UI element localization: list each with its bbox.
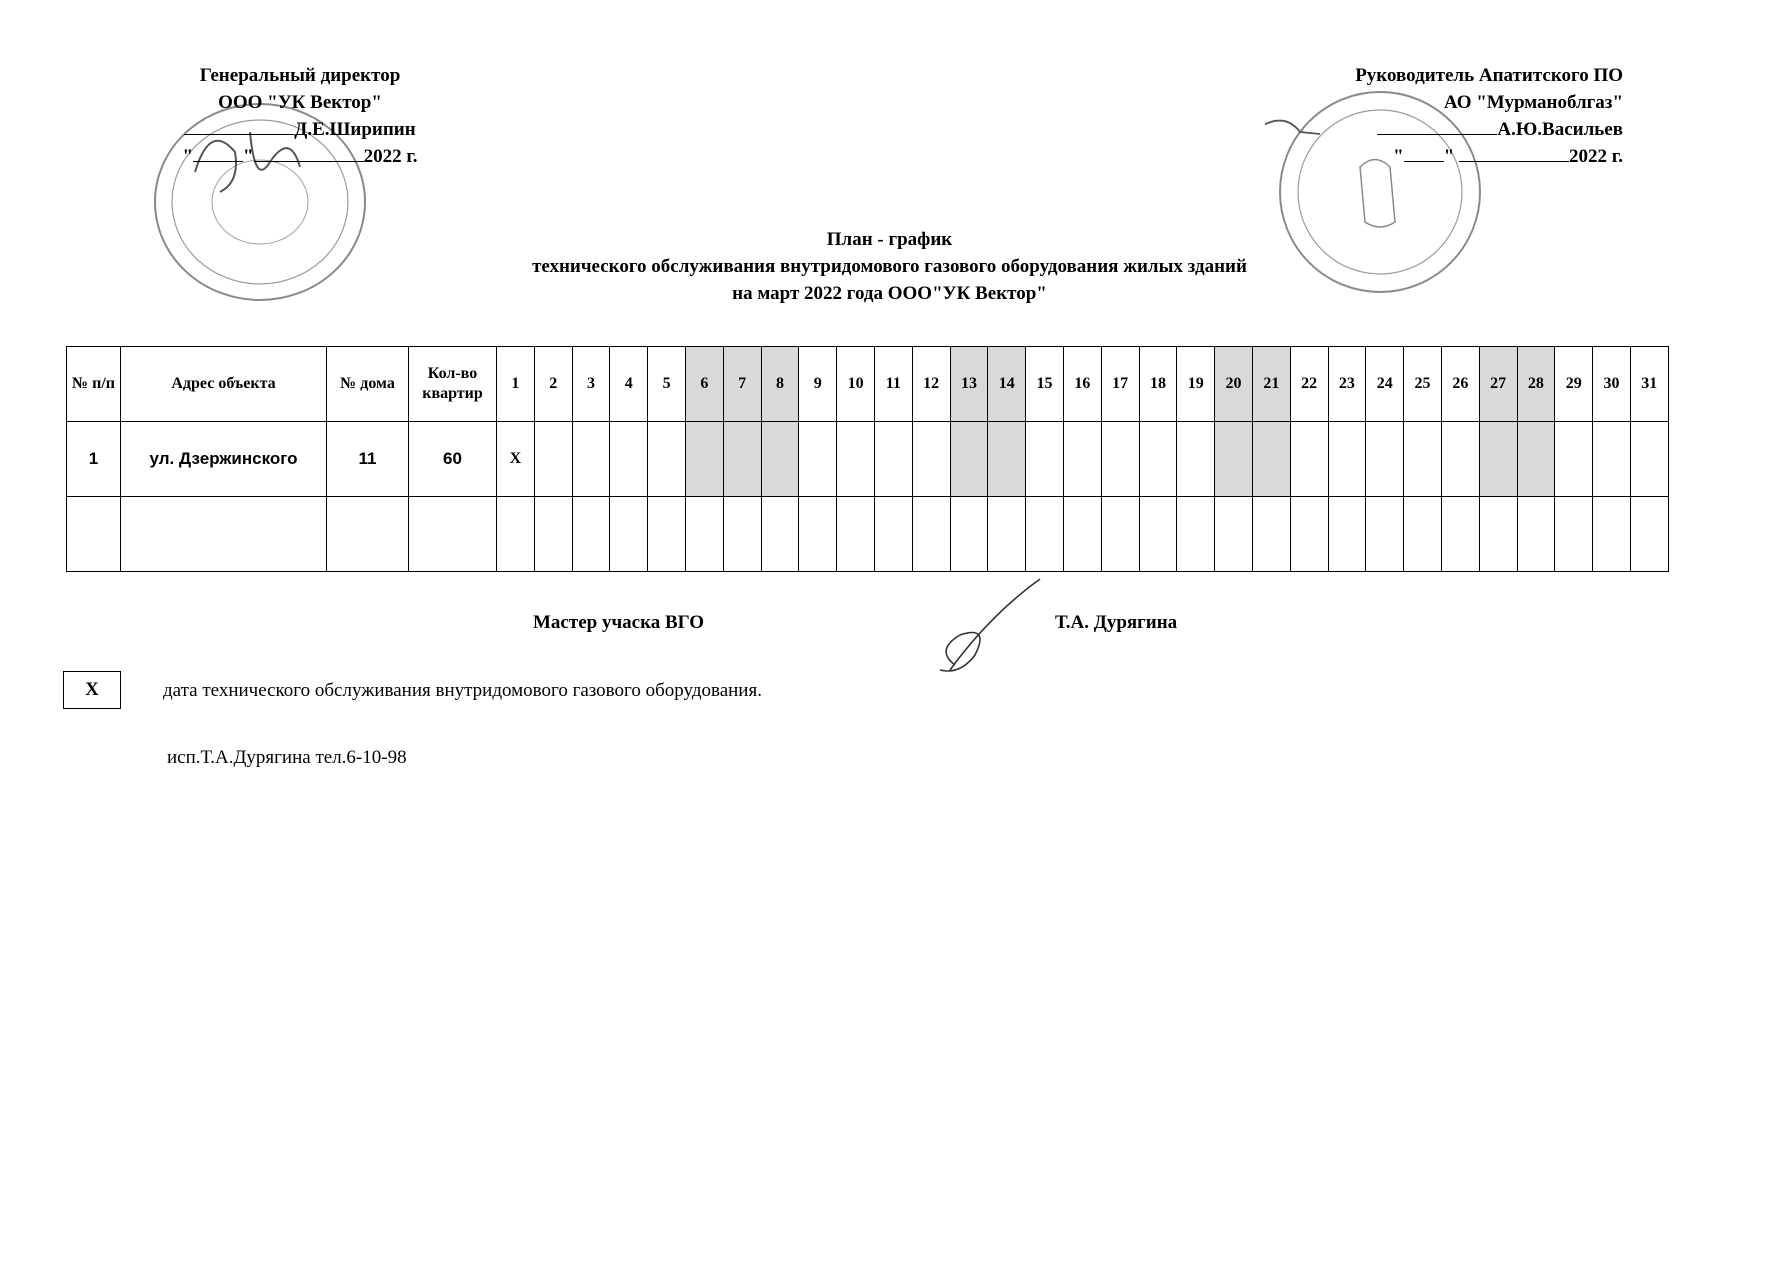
empty-cell [409, 497, 497, 572]
header-day: 26 [1441, 347, 1479, 422]
empty-cell [67, 497, 121, 572]
approval-left-signatory: Д.Е.Ширипин [294, 119, 416, 140]
header-day: 7 [723, 347, 761, 422]
empty-cell [874, 497, 912, 572]
empty-cell [1479, 497, 1517, 572]
header-day: 27 [1479, 347, 1517, 422]
empty-cell [799, 497, 837, 572]
title-line-2: технического обслуживания внутридомового газового оборудования жилых зданий [532, 256, 1247, 277]
day-cell [837, 422, 875, 497]
approval-left [150, 62, 450, 170]
header-day: 23 [1328, 347, 1366, 422]
date-quote-open: " [1393, 146, 1404, 167]
day-cell [1177, 422, 1215, 497]
day-cell [1479, 422, 1517, 497]
day-cell [761, 422, 799, 497]
day-cell [648, 422, 686, 497]
signature-blank [184, 134, 294, 135]
day-cell [1101, 422, 1139, 497]
master-name: Т.А. Дурягина [1055, 612, 1178, 633]
header-day: 22 [1290, 347, 1328, 422]
day-cell [1404, 422, 1442, 497]
day-cell [1215, 422, 1253, 497]
approval-left-signature-line [150, 116, 450, 143]
empty-cell [610, 497, 648, 572]
day-blank [193, 161, 243, 162]
empty-cell [1252, 497, 1290, 572]
day-cell [1517, 422, 1555, 497]
empty-cell [572, 497, 610, 572]
day-cell [1328, 422, 1366, 497]
header-day: 24 [1366, 347, 1404, 422]
day-cell [534, 422, 572, 497]
table-row [67, 422, 1669, 497]
day-cell [1630, 422, 1668, 497]
empty-cell [837, 497, 875, 572]
empty-cell [1630, 497, 1668, 572]
empty-cell [723, 497, 761, 572]
approval-right-date-line [1203, 143, 1623, 170]
day-cell [1555, 422, 1593, 497]
day-cell [950, 422, 988, 497]
date-quote-close: " [1443, 146, 1455, 167]
empty-cell [1517, 497, 1555, 572]
empty-cell [1215, 497, 1253, 572]
empty-cell [1290, 497, 1328, 572]
empty-cell [1555, 497, 1593, 572]
table-row-empty [67, 497, 1669, 572]
empty-cell [1593, 497, 1631, 572]
day-cell [1593, 422, 1631, 497]
empty-cell [1139, 497, 1177, 572]
header-house: № дома [327, 347, 409, 422]
day-cell [1290, 422, 1328, 497]
header-apartments: Кол-во квартир [409, 347, 497, 422]
header-day: 31 [1630, 347, 1668, 422]
header-day: 6 [685, 347, 723, 422]
row-house: 11 [327, 422, 409, 497]
month-blank [254, 161, 364, 162]
approval-right-year: 2022 г. [1569, 146, 1623, 167]
approval-left-date-line [150, 143, 450, 170]
header-day: 11 [874, 347, 912, 422]
day-cell [685, 422, 723, 497]
empty-cell [121, 497, 327, 572]
legend-text: дата технического обслуживания внутридомового газового оборудования. [163, 680, 762, 701]
day-cell [572, 422, 610, 497]
day-cell [912, 422, 950, 497]
empty-cell [497, 497, 535, 572]
day-cell [1252, 422, 1290, 497]
master-signature [930, 575, 1060, 680]
title-line-3: на март 2022 года ООО"УК Вектор" [732, 283, 1047, 304]
month-blank [1459, 161, 1569, 162]
header-day: 2 [534, 347, 572, 422]
schedule-table [66, 346, 1669, 572]
title-line-1: План - график [826, 229, 953, 250]
header-num: № п/п [67, 347, 121, 422]
header-day: 8 [761, 347, 799, 422]
approval-right [1203, 62, 1623, 170]
header-day: 13 [950, 347, 988, 422]
approval-right-signatory: А.Ю.Васильев [1497, 119, 1623, 140]
header-day: 16 [1063, 347, 1101, 422]
empty-cell [1101, 497, 1139, 572]
approval-left-organization: ООО "УК Вектор" [218, 92, 382, 113]
table-header-row [67, 347, 1669, 422]
empty-cell [327, 497, 409, 572]
empty-cell [1404, 497, 1442, 572]
header-day: 3 [572, 347, 610, 422]
empty-cell [534, 497, 572, 572]
header-day: 10 [837, 347, 875, 422]
header-day: 15 [1026, 347, 1064, 422]
row-num: 1 [67, 422, 121, 497]
approval-left-year: 2022 г. [363, 146, 418, 167]
header-day: 4 [610, 347, 648, 422]
empty-cell [988, 497, 1026, 572]
empty-cell [761, 497, 799, 572]
approval-right-position: Руководитель Апатитского ПО [1355, 65, 1623, 86]
day-cell [723, 422, 761, 497]
empty-cell [1063, 497, 1101, 572]
header-day: 19 [1177, 347, 1215, 422]
empty-cell [1177, 497, 1215, 572]
date-quote-close: " [243, 146, 254, 167]
header-day: 12 [912, 347, 950, 422]
day-cell [1026, 422, 1064, 497]
header-address: Адрес объекта [121, 347, 327, 422]
empty-cell [912, 497, 950, 572]
approval-right-organization: АО "Мурманоблгаз" [1443, 92, 1623, 113]
header-day: 20 [1215, 347, 1253, 422]
empty-cell [648, 497, 686, 572]
day-cell [1063, 422, 1101, 497]
approval-left-position: Генеральный директор [199, 65, 401, 86]
header-day: 1 [497, 347, 535, 422]
approval-right-signature-line [1203, 116, 1623, 143]
day-cell [1139, 422, 1177, 497]
empty-cell [1328, 497, 1366, 572]
day-cell [874, 422, 912, 497]
header-day: 17 [1101, 347, 1139, 422]
header-day: 21 [1252, 347, 1290, 422]
header-day: 30 [1593, 347, 1631, 422]
date-quote-open: " [182, 146, 193, 167]
header-day: 5 [648, 347, 686, 422]
signature-blank [1377, 134, 1497, 135]
day-cell [1366, 422, 1404, 497]
day-cell [799, 422, 837, 497]
day-blank [1404, 161, 1444, 162]
header-day: 25 [1404, 347, 1442, 422]
header-day: 14 [988, 347, 1026, 422]
empty-cell [1026, 497, 1064, 572]
service-mark: Х [497, 422, 535, 497]
header-day: 29 [1555, 347, 1593, 422]
executor-info: исп.Т.А.Дурягина тел.6-10-98 [167, 747, 407, 768]
empty-cell [1441, 497, 1479, 572]
master-label: Мастер учacка ВГО [533, 612, 705, 633]
day-cell [988, 422, 1026, 497]
empty-cell [685, 497, 723, 572]
document-title [0, 226, 1779, 307]
header-day: 9 [799, 347, 837, 422]
empty-cell [1366, 497, 1404, 572]
header-day: 28 [1517, 347, 1555, 422]
day-cell [1441, 422, 1479, 497]
empty-cell [950, 497, 988, 572]
header-day: 18 [1139, 347, 1177, 422]
legend-mark: Х [63, 671, 121, 709]
row-address: ул. Дзержинского [121, 422, 327, 497]
day-cell [610, 422, 648, 497]
row-apartments: 60 [409, 422, 497, 497]
